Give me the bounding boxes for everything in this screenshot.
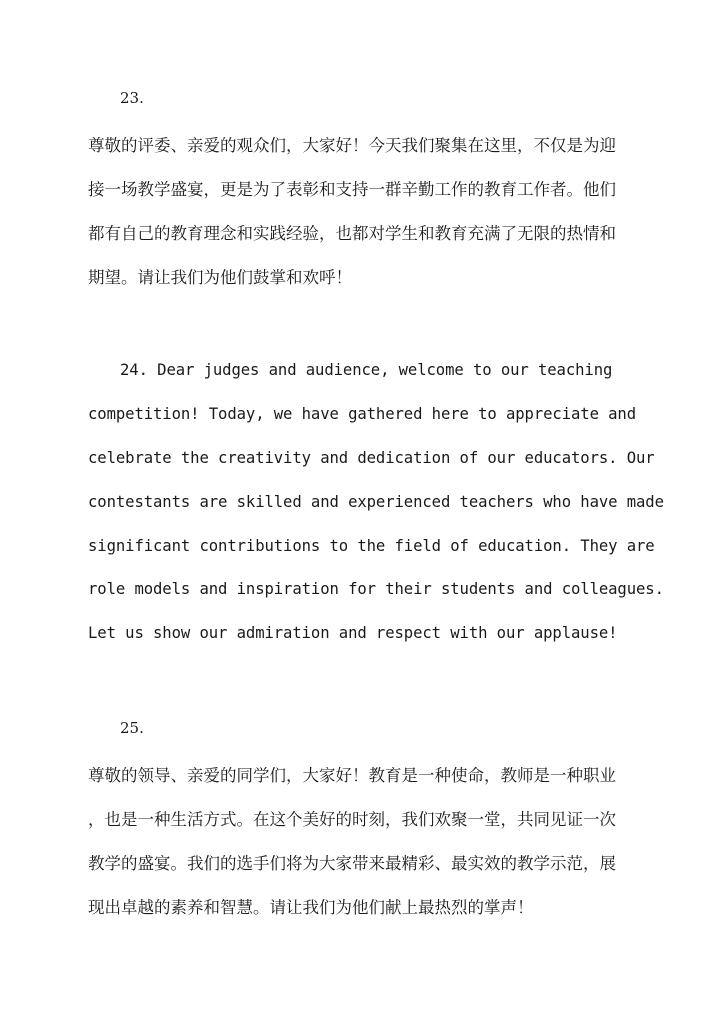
section-23-line-1: 尊敬的评委、亲爱的观众们，大家好！今天我们聚集在这里，不仅是为迎 [88, 136, 616, 155]
section-25-line-4: 现出卓越的素养和智慧。请让我们为他们献上最热烈的掌声！ [88, 898, 534, 917]
section-24-line-7: Let us show our admiration and respect with our applause! [88, 624, 618, 642]
section-24-line-5: significant contributions to the field of education. They are [88, 537, 655, 555]
section-24-line-1: 24. Dear judges and audience, welcome to our teaching [120, 361, 613, 379]
section-23-line-2: 接一场教学盛宴，更是为了表彰和支持一群辛勤工作的教育工作者。他们 [88, 180, 616, 199]
section-25-line-1: 尊敬的领导、亲爱的同学们，大家好！教育是一种使命，教师是一种职业 [88, 766, 616, 785]
section-23-number: 23. [120, 89, 144, 107]
section-25-line-2: ，也是一种生活方式。在这个美好的时刻，我们欢聚一堂，共同见证一次 [88, 810, 616, 829]
section-24-line-3: celebrate the creativity and dedication of our educators. Our [88, 449, 655, 467]
section-24-line-6: role models and inspiration for their students and colleagues. [88, 580, 664, 598]
section-25-line-3: 教学的盛宴。我们的选手们将为大家带来最精彩、最实效的教学示范，展 [88, 854, 616, 873]
section-23-line-3: 都有自己的教育理念和实践经验，也都对学生和教育充满了无限的热情和 [88, 224, 616, 243]
section-25-number: 25. [120, 719, 144, 737]
section-24-line-2: competition! Today, we have gathered here to appreciate and [88, 405, 637, 423]
section-24-line-4: contestants are skilled and experienced teachers who have made [88, 493, 664, 511]
section-23-line-4: 期望。请让我们为他们鼓掌和欢呼！ [88, 268, 352, 287]
